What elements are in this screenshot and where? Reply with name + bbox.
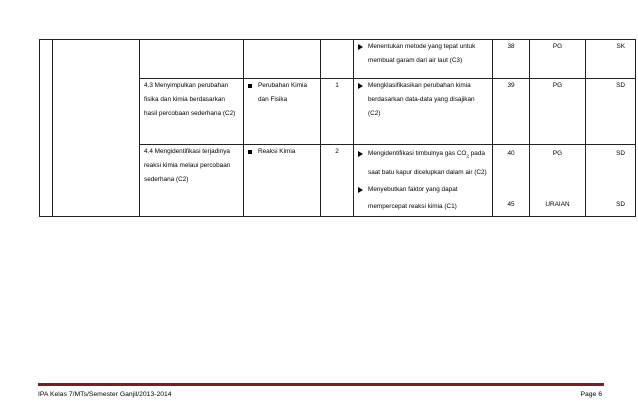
bentuk-soal-cell: PG [530,40,586,79]
list-item [358,181,488,215]
tingkat-cell: SK [586,40,636,79]
arrow-bullet-icon [358,187,363,193]
square-bullet-icon [248,150,252,154]
nomor-value: 45 [507,201,515,208]
indikator-text: Menyebutkan faktor yang dapat mempercepat reaksi kimia (C1) [368,186,458,211]
kd-text: 4.3 Menyimpulkan perubahan fisika dan kimia berdasarkan hasil percobaan sederhana (C2) [144,82,236,117]
tingkat-cell: SD [586,79,636,145]
materi-cell [244,145,321,217]
jumlah-cell [321,145,354,217]
tingkat-value: SD [616,201,625,208]
footer-title: IPA Kelas 7/MTs/Semester Ganjil/2013-2014 [38,391,172,398]
nomor-value: 40 [507,150,515,157]
materi-cell [244,40,321,79]
arrow-bullet-icon [358,151,363,157]
bentuk-soal-cell [530,145,586,217]
indikator-text: Menentukan metode yang tepat untuk membuat garam dari air laut (C3) [368,43,476,64]
bentuk-value: PG [552,150,563,157]
list-item [248,79,316,107]
table-row [40,40,636,79]
bentuk-value: URAIAN [545,201,570,208]
sk-cell [53,40,140,217]
footer-divider [38,383,604,386]
kd-text: 4.4 Mengidentifikasi terjadinya reaksi kimia melaui percobaan sederhana (C2) [144,148,231,183]
indikator-cell [354,145,493,217]
tingkat-value: SD [616,150,625,157]
kisi-kisi-table [39,39,636,217]
bentuk-soal-cell: PG [530,79,586,145]
jumlah-cell [321,40,354,79]
arrow-bullet-icon [358,83,363,89]
list-item [358,79,488,121]
jumlah-text: 1 [335,82,339,89]
nomor-soal-cell [493,145,530,217]
kd-cell [140,79,244,145]
arrow-bullet-icon [358,44,363,50]
list-item [248,145,316,160]
materi-cell [244,79,321,145]
materi-text: Reaksi Kimia [258,148,296,155]
indikator-cell [354,40,493,79]
indikator-cell [354,79,493,145]
no-cell [40,40,53,217]
nomor-soal-cell: 38 [493,40,530,79]
indikator-text: Mengklasifikasikan perubahan kimia berdasarkan data-data yang disajikan (C2) [368,82,475,117]
list-item [358,145,488,181]
list-item [358,40,488,68]
tingkat-cell [586,145,636,217]
page-number: Page 6 [580,391,602,398]
kd-cell [140,145,244,217]
materi-text: Perubahan Kimia dan Fisika [258,82,308,103]
nomor-soal-cell: 39 [493,79,530,145]
jumlah-cell [321,79,354,145]
square-bullet-icon [248,84,252,88]
kd-cell [140,40,244,79]
indikator-text: Mengidentifikasi timbulnya gas $CO_2$ pada saat batu kapur dicelupkan dalam air (C2) [368,150,487,177]
jumlah-text: 2 [335,148,339,155]
